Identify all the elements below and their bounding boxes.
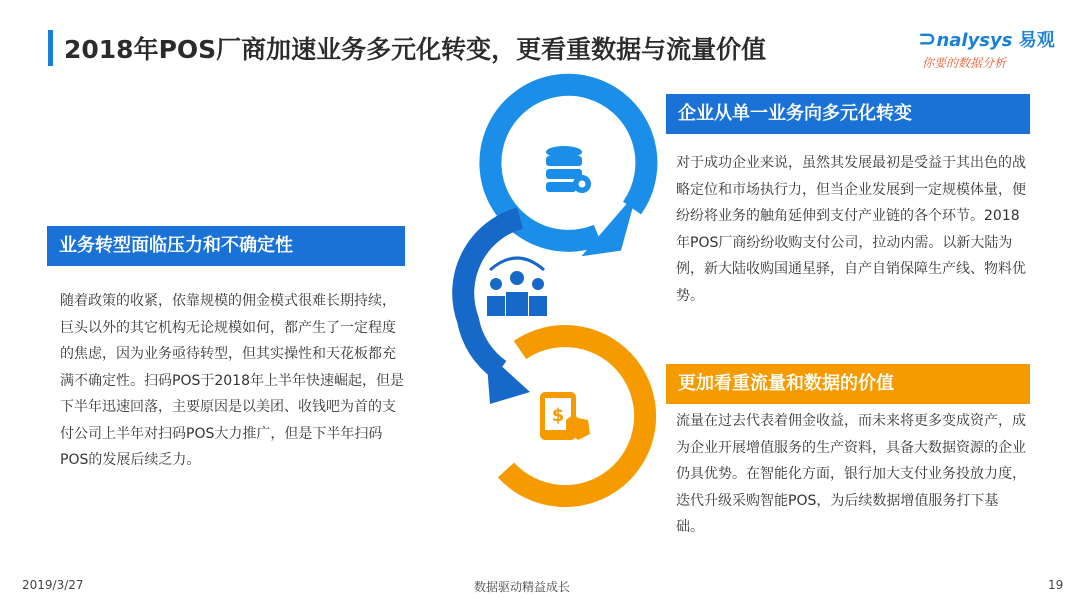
top-right-section-body: 对于成功企业来说，虽然其发展最初是受益于其出色的战略定位和市场执行力，但当企业发展到一定规模体量，便纷纷将业务的触角延伸到支付产业链的各个环节。2018年POS厂商纷纷收购支付公司，拉动内需。以新大陆为例，新大陆收购国通星驿，自产自销保障生产线、物料优势。 [676,155,1026,304]
bottom-right-section-body: 流量在过去代表着佣金收益，而未来将更多变成资产，成为企业开展增值服务的生产资料，具备大数据资源的企业仍具优势。在智能化方面，银行加大支付业务投放力度，迭代升级采购智能POS，为后续数据增值服务打下基础。 [676,413,1026,535]
top-right-section-title: 企业从单一业务向多元化转变 [666,94,1030,134]
left-section-body: 随着政策的收紧，依靠规模的佣金模式很难长期持续，巨头以外的其它机构无论规模如何，都产生了一定程度的焦虑，因为业务亟待转型，但其实操性和天花板都充满不确定性。扫码POS于2018年上半年快速崛起，但是下半年迅速回落，主要原因是以美团、收钱吧为首的支付公司上半年对扫码POS大力推广，但是下半年扫码POS的发展后续乏力。 [60,293,404,468]
bottom-right-section-title: 更加看重流量和数据的价值 [666,364,1030,404]
left-section-title: 业务转型面临压力和不确定性 [47,226,405,266]
title-accent-bar [48,30,53,66]
page-number: 19 [1048,578,1064,592]
analysys-logo [918,26,1058,71]
logo-chinese: 易观 [1018,30,1055,51]
svg-text:$: $ [551,405,565,426]
page-title: 2018年POS厂商加速业务多元化转变，更看重数据与流量价值 [64,35,767,64]
flow-diagram [420,70,660,560]
mobile-payment-icon [540,392,590,440]
logo-wordmark [918,26,1058,52]
logo-swoosh-icon: ⊃ [918,27,937,52]
team-icon [487,258,547,316]
footer-slogan: 数据驱动精益成长 [474,580,571,594]
database-gear-icon [546,146,591,193]
logo-tagline: 你要的数据分析 [922,56,1007,70]
logo-latin: nalysys [936,30,1013,51]
footer-date: 2019/3/27 [22,578,84,592]
